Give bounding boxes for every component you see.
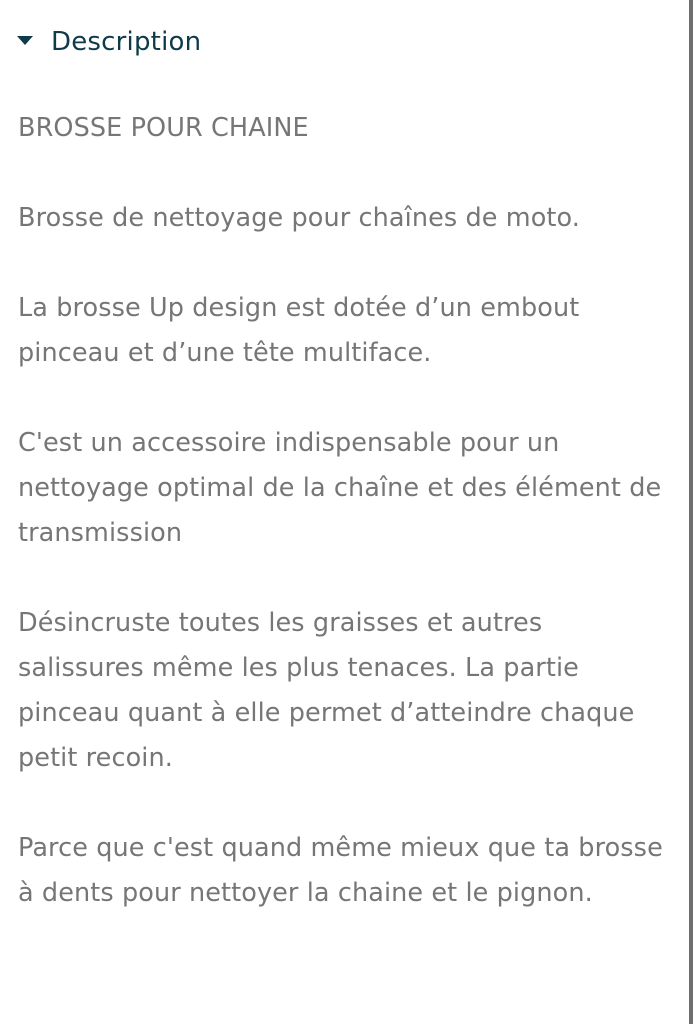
description-title: Description	[51, 27, 202, 57]
description-paragraph: Parce que c'est quand même mieux que ta brosse à dents pour nettoyer la chaine et le pignon.	[18, 833, 663, 908]
product-name: BROSSE POUR CHAINE	[18, 113, 309, 143]
description-content	[18, 106, 673, 961]
description-paragraph: Désincruste toutes les graisses et autres salissures même les plus tenaces. La partie pinceau quant à elle permet d’atteindre chaque petit recoin.	[18, 608, 635, 773]
caret-down-icon	[17, 36, 33, 45]
description-toggle[interactable]	[0, 0, 686, 84]
description-paragraph: La brosse Up design est dotée d’un embout pinceau et d’une tête multiface.	[18, 293, 580, 368]
description-accordion	[0, 0, 686, 84]
scrollbar[interactable]	[689, 0, 693, 1024]
description-paragraph: C'est un accessoire indispensable pour un nettoyage optimal de la chaîne et des élément de transmission	[18, 428, 662, 548]
description-paragraph: Brosse de nettoyage pour chaînes de moto.	[18, 203, 580, 233]
